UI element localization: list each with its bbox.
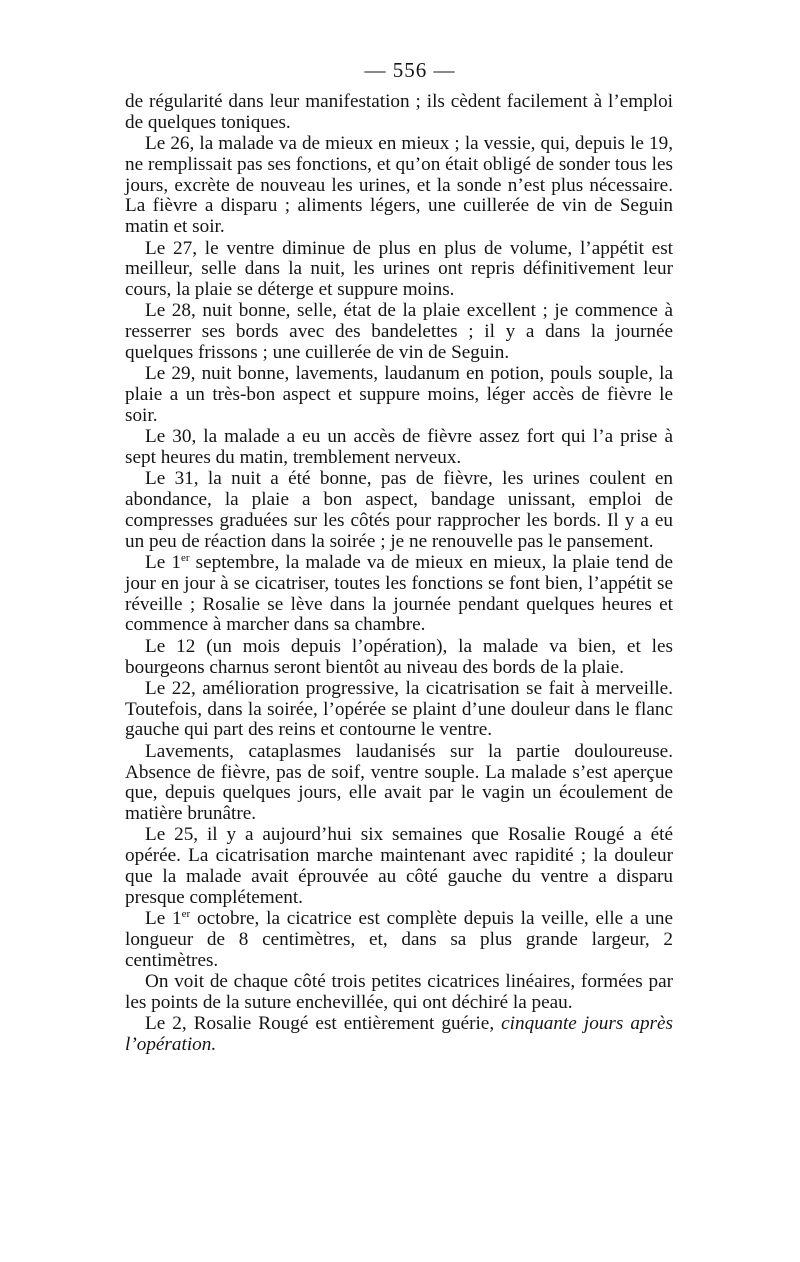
paragraph: Le 26, la malade va de mieux en mieux ; la vessie, qui, depuis le 19, ne remplissait pas ses fonctions, et qu’on était obligé de sonder tous les jours, excrète de nouveau les urines, et la sonde n’est plus nécessaire. La fièvre a disparu ; aliments légers, une cuillerée de vin de Seguin matin et soir. (125, 133, 673, 238)
paragraph: Le 30, la malade a eu un accès de fièvre assez fort qui l’a prise à sept heures du matin, tremblement nerveux. (125, 426, 673, 469)
paragraph-text: octobre, la cicatrice est complète depuis la veille, elle a une longueur de 8 centimètres, et, dans sa plus grande largeur, 2 centimètres. (125, 908, 673, 971)
paragraph: Le 27, le ventre diminue de plus en plus de volume, l’appétit est meilleur, selle dans la nuit, les urines ont repris définitivement leur cours, la plaie se déterge et suppure moins. (125, 237, 673, 301)
paragraph: Le 12 (un mois depuis l’opération), la malade va bien, et les bourgeons charnus seront bientôt au niveau des bords de la plaie. (125, 635, 673, 678)
paragraph: Le 28, nuit bonne, selle, état de la plaie excellent ; je commence à resserrer ses bords avec des bandelettes ; il y a dans la journée quelques frissons ; une cuillerée de vin de Seguin. (125, 300, 673, 364)
superscript: er (181, 908, 191, 921)
paragraph: Le 31, la nuit a été bonne, pas de fièvre, les urines coulent en abondance, la plaie a bon aspect, bandage unissant, emploi de compresses graduées sur les côtés pour rapprocher les bords. Il y a eu un peu de réaction dans la soirée ; je ne renouvelle pas le pansement. (125, 468, 673, 552)
body-text (125, 92, 673, 1056)
paragraph (125, 1014, 673, 1056)
paragraph (125, 909, 673, 971)
paragraph-text: septembre, la malade va de mieux en mieux, la plaie tend de jour en jour à se cicatriser, toutes les fonctions se font bien, l’appétit se réveille ; Rosalie se lève dans la journée pendant quelques heures et commence à marcher dans sa chambre. (125, 552, 674, 636)
paragraph: Lavements, cataplasmes laudanisés sur la partie douloureuse. Absence de fièvre, pas de soif, ventre souple. La malade s’est aperçue que, depuis quelques jours, elle avait par le vagin un écoulement de matière brunâtre. (125, 740, 673, 825)
paragraph (125, 553, 673, 636)
paragraph: Le 22, amélioration progressive, la cicatrisation se fait à merveille. Toutefois, dans la soirée, l’opérée se plaint d’une douleur dans le flanc gauche qui part des reins et contourne le ventre. (125, 677, 673, 741)
paragraph-text: Le 1 (145, 908, 182, 930)
page-number: — 556 — (364, 58, 456, 82)
paragraph: Le 25, il y a aujourd’hui six semaines que Rosalie Rougé a été opérée. La cicatrisation marche maintenant avec rapidité ; la douleur que la malade avait éprouvée au côté gauche du ventre a disparu presque complétement. (125, 824, 673, 908)
paragraph-text: Le 1 (145, 552, 181, 574)
paragraph: de régularité dans leur manifestation ; ils cèdent facilement à l’emploi de quelques toniques. (125, 91, 673, 133)
paragraph-text: Le 2, Rosalie Rougé est entièrement guérie, (145, 1013, 502, 1035)
italic-text: cinquante jours après l’opération. (125, 1013, 673, 1055)
superscript: er (180, 552, 190, 565)
paragraph: On voit de chaque côté trois petites cicatrices linéaires, formées par les points de la suture enchevillée, qui ont déchiré la peau. (125, 970, 673, 1013)
paragraph: Le 29, nuit bonne, lavements, laudanum en potion, pouls souple, la plaie a un très-bon aspect et suppure moins, léger accès de fièvre le soir. (125, 363, 673, 426)
